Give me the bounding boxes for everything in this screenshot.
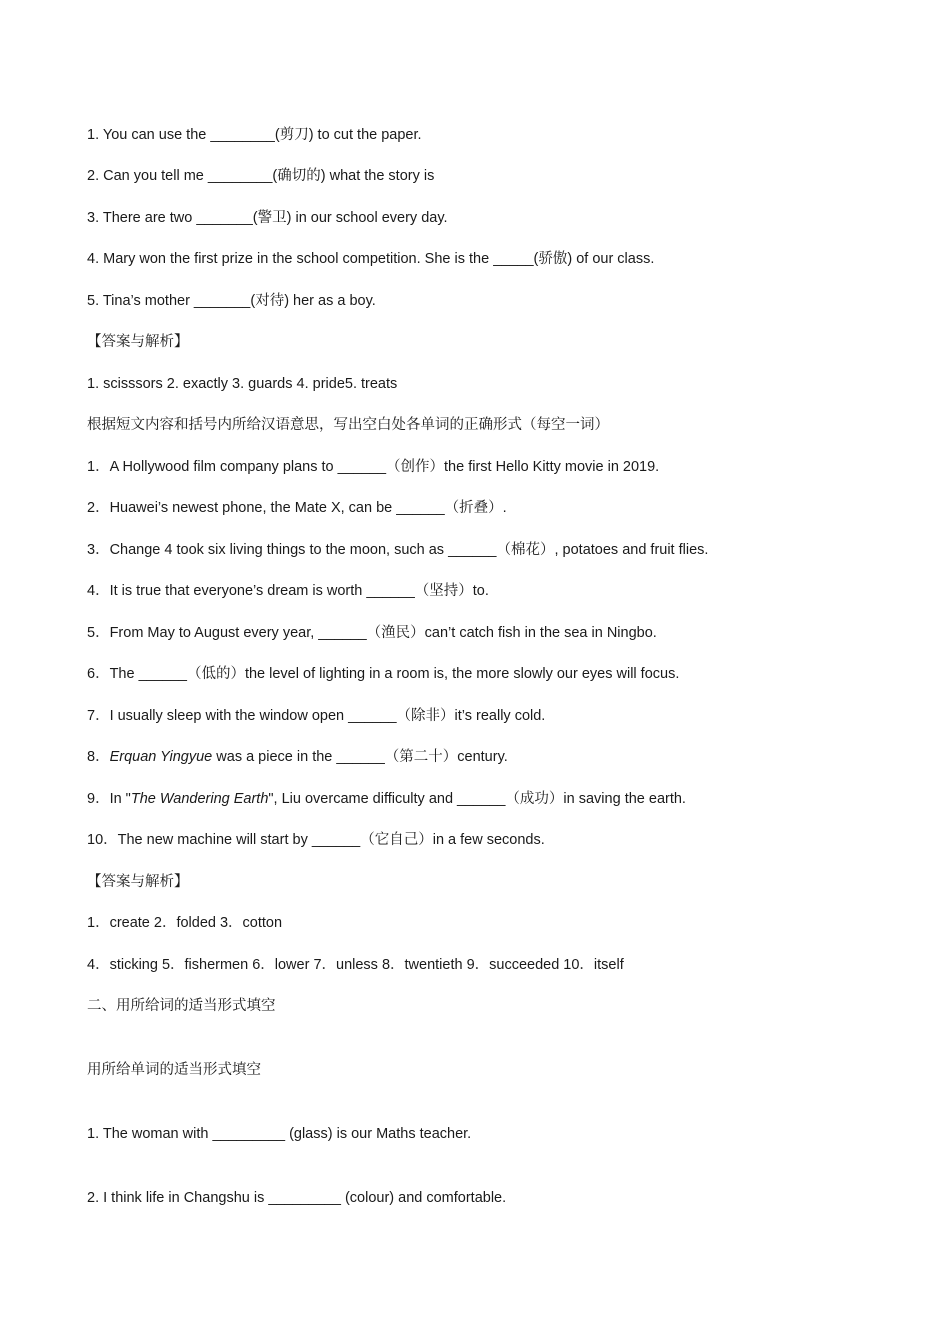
exercise-2-question-5: 5．From May to August every year, ______（渔民）can’t catch fish in the sea in Ningbo. [87, 625, 657, 641]
question-9-title: The Wandering Earth [130, 791, 269, 807]
question-9-number: 9．In " [87, 791, 131, 807]
exercise-2-question-4: 4．It is true that everyone’s dream is worth ______（坚持）to. [87, 583, 489, 599]
exercise-2-question-6: 6．The ______（低的）the level of lighting in a room is, the more slowly our eyes will focus. [87, 666, 680, 682]
section-3-heading: 二、用所给词的适当形式填空 [87, 998, 276, 1014]
answers-2-line-2: 4．sticking 5．fishermen 6．lower 7．unless 8．twentieth 9．succeeded 10．itself [87, 957, 624, 973]
exercise-3-question-1: 1. The woman with _________ (glass) is our Maths teacher. [87, 1126, 472, 1142]
exercise-1-question-3: 3. There are two _______(警卫) in our school every day. [87, 210, 448, 226]
answer-heading-1: 【答案与解析】 [87, 334, 189, 350]
exercise-1-question-1: 1. You can use the ________(剪刀) to cut the paper. [87, 127, 422, 143]
question-8-text: was a piece in the ______（第二十）century. [212, 749, 508, 765]
exercise-2-question-9 [87, 789, 686, 809]
exercise-3-instruction: 用所给单词的适当形式填空 [87, 1062, 261, 1078]
exercise-2-question-7: 7．I usually sleep with the window open ______（除非）it’s really cold. [87, 708, 546, 724]
exercise-1-question-5: 5. Tina’s mother _______(对待) her as a boy. [87, 293, 376, 309]
exercise-1-question-4: 4. Mary won the first prize in the school competition. She is the _____(骄傲) of our class. [87, 251, 655, 267]
exercise-2-question-2: 2．Huawei’s newest phone, the Mate X, can be ______（折叠）. [87, 500, 507, 516]
exercise-2-question-1: 1．A Hollywood film company plans to ______（创作）the first Hello Kitty movie in 2019. [87, 459, 660, 475]
question-8-number: 8． [87, 749, 110, 765]
exercise-3-question-2: 2. I think life in Changshu is _________ (colour) and comfortable. [87, 1190, 507, 1206]
exercise-2-question-3: 3．Change 4 took six living things to the moon, such as ______（棉花）, potatoes and fruit flies. [87, 542, 709, 558]
exercise-2-instruction: 根据短文内容和括号内所给汉语意思，写出空白处各单词的正确形式（每空一词） [87, 417, 609, 433]
question-8-title: Erquan Yingyue [109, 749, 213, 765]
exercise-2-question-10: 10．The new machine will start by ______（它自己）in a few seconds. [87, 832, 545, 848]
answer-heading-2: 【答案与解析】 [87, 874, 189, 890]
exercise-1-question-2: 2. Can you tell me ________(确切的) what the story is [87, 168, 435, 184]
answers-1: 1. scisssors 2. exactly 3. guards 4. pride5. treats [87, 376, 398, 392]
exercise-2-question-8 [87, 747, 508, 767]
question-9-text: ", Liu overcame difficulty and ______（成功）in saving the earth. [268, 791, 686, 807]
answers-2-line-1: 1．create 2．folded 3．cotton [87, 915, 283, 931]
